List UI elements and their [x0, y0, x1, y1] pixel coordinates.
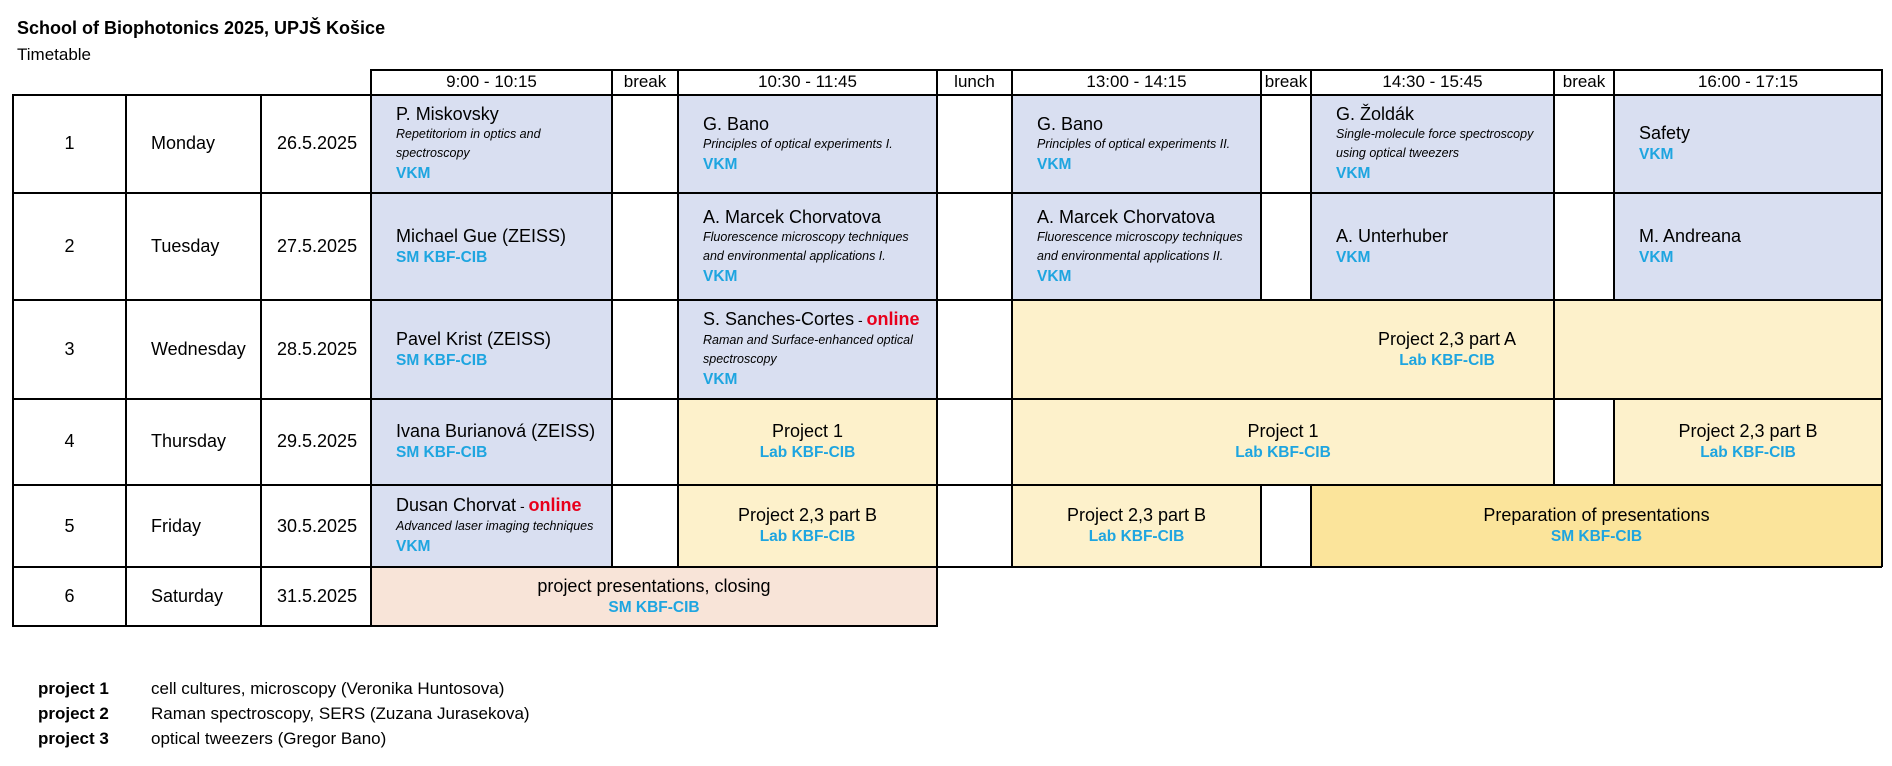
separator: -	[854, 312, 867, 328]
session-cell	[372, 486, 611, 566]
session-speaker: A. Marcek Chorvatova	[703, 206, 882, 227]
session-room: Lab KBF-CIB	[759, 444, 856, 461]
day-number: 4	[64, 431, 75, 451]
session-title: Project 2,3 part B	[737, 505, 878, 525]
session-room: VKM	[396, 165, 431, 182]
slot-header: 9:00 - 10:15	[446, 72, 537, 91]
day-number: 3	[64, 339, 75, 359]
legend-key: project 3	[38, 729, 109, 748]
grid-line	[125, 94, 127, 627]
slot-header-break: break	[1562, 72, 1606, 91]
slot-header: 16:00 - 17:15	[1697, 72, 1799, 91]
grid-line	[611, 69, 613, 567]
session-topic: using optical tweezers	[1336, 146, 1459, 160]
legend-value: optical tweezers (Gregor Bano)	[151, 729, 387, 748]
session-topic: spectroscopy	[703, 352, 777, 366]
session-topic: Fluorescence microscopy techniques	[703, 229, 909, 244]
grid-line	[12, 625, 937, 627]
session-title: project presentations, closing	[537, 575, 771, 596]
session-cell	[679, 96, 936, 192]
day-name: Wednesday	[151, 339, 246, 359]
day-name: Friday	[151, 516, 202, 536]
session-title: Preparation of presentations	[1483, 505, 1710, 525]
day-number: 6	[64, 586, 75, 606]
day-date: 31.5.2025	[277, 586, 358, 606]
session-cell	[1312, 194, 1553, 299]
day-name: Monday	[151, 133, 216, 153]
session-room: VKM	[703, 155, 738, 173]
session-topic: and environmental applications II.	[1037, 248, 1224, 263]
session-topic: Single-molecule force spectroscopy	[1336, 127, 1534, 141]
grid-line	[12, 566, 1882, 568]
session-speaker-line	[703, 308, 936, 331]
grid-line	[12, 398, 1882, 400]
session-title: Project 2,3 part B	[1066, 505, 1207, 525]
day-date: 26.5.2025	[277, 133, 358, 153]
session-cell	[679, 301, 936, 398]
session-cell	[372, 96, 611, 192]
day-date: 29.5.2025	[277, 431, 358, 451]
grid-line	[936, 69, 938, 627]
session-room: SM KBF-CIB	[396, 444, 488, 461]
session-room: VKM	[1336, 248, 1371, 266]
session-speaker-line	[396, 494, 611, 517]
legend-key: project 2	[38, 704, 109, 723]
grid-line	[260, 94, 262, 627]
session-room: VKM	[1037, 267, 1072, 285]
session-room: Lab KBF-CIB	[1235, 444, 1331, 461]
session-cell	[1615, 194, 1881, 299]
session-cell	[679, 194, 936, 299]
legend-value: Raman spectroscopy, SERS (Zuzana Jurasekova)	[151, 704, 530, 723]
session-speaker: Michael Gue (ZEISS)	[396, 225, 567, 246]
session-topic: Principles of optical experiments II.	[1037, 136, 1231, 151]
session-speaker: G. Žoldák	[1336, 104, 1415, 124]
day-date: 30.5.2025	[277, 516, 358, 536]
session-room: VKM	[1639, 248, 1674, 266]
slot-header-lunch: lunch	[954, 72, 995, 91]
session-room: VKM	[1639, 146, 1674, 163]
session-title: Project 2,3 part B	[1678, 421, 1818, 441]
session-title: Project 1	[771, 421, 844, 441]
day-number: 5	[64, 516, 75, 536]
slot-header-break: break	[1264, 72, 1308, 91]
session-cell	[372, 301, 611, 398]
day-number: 1	[64, 133, 75, 153]
session-speaker: M. Andreana	[1639, 225, 1742, 246]
day-name: Saturday	[151, 586, 224, 606]
separator: -	[516, 498, 529, 514]
session-speaker: Dusan Chorvat	[396, 495, 517, 515]
session-cell	[372, 400, 611, 484]
session-topic: Fluorescence microscopy techniques	[1037, 229, 1243, 244]
session-room: SM KBF-CIB	[608, 598, 700, 616]
session-room: VKM	[703, 371, 738, 388]
slot-header: 10:30 - 11:45	[758, 72, 857, 91]
day-date: 28.5.2025	[277, 339, 358, 359]
session-cell	[1013, 301, 1881, 398]
session-speaker: S. Sanches-Cortes	[703, 309, 855, 329]
online-badge: online	[866, 309, 920, 329]
session-speaker: Pavel Krist (ZEISS)	[396, 328, 552, 349]
session-room: Lab KBF-CIB	[1399, 351, 1495, 369]
session-speaker: Safety	[1639, 123, 1691, 143]
session-room: VKM	[1037, 155, 1072, 173]
session-cell	[1312, 96, 1553, 192]
legend-key: project 1	[38, 679, 109, 698]
session-speaker: Ivana Burianová (ZEISS)	[396, 421, 596, 441]
grid-line	[12, 192, 1882, 194]
online-badge: online	[528, 495, 582, 515]
session-topic: Advanced laser imaging techniques	[396, 519, 594, 533]
grid-line	[1881, 69, 1883, 567]
session-title: Project 2,3 part A	[1377, 328, 1517, 349]
session-speaker: P. Miskovsky	[396, 104, 499, 124]
session-speaker: G. Bano	[1037, 113, 1104, 134]
grid-line	[1553, 398, 1555, 485]
session-room: SM KBF-CIB	[396, 351, 488, 369]
session-room: VKM	[703, 267, 738, 285]
session-speaker: A. Marcek Chorvatova	[1037, 206, 1216, 227]
session-speaker: G. Bano	[703, 113, 770, 134]
session-topic: Repetitoriom in optics and	[396, 127, 541, 141]
session-topic: and environmental applications I.	[703, 248, 886, 263]
session-cell	[1312, 486, 1881, 566]
slot-header: 14:30 - 15:45	[1382, 72, 1483, 91]
page-title: School of Biophotonics 2025, UPJŠ Košice	[17, 18, 386, 38]
session-room: SM KBF-CIB	[1550, 528, 1643, 545]
session-topic: Raman and Surface-enhanced optical	[703, 333, 913, 347]
slot-header: 13:00 - 14:15	[1086, 72, 1187, 91]
grid-line	[1260, 484, 1262, 567]
session-speaker: A. Unterhuber	[1336, 225, 1449, 246]
session-cell	[1615, 400, 1881, 484]
session-cell	[1013, 486, 1260, 566]
session-room: Lab KBF-CIB	[1088, 528, 1185, 545]
session-room: VKM	[396, 538, 431, 555]
legend-value: cell cultures, microscopy (Veronika Huntosova)	[151, 679, 505, 698]
session-cell	[679, 400, 936, 484]
grid-line	[12, 94, 14, 627]
session-cell	[679, 486, 936, 566]
session-cell	[1013, 96, 1260, 192]
day-number: 2	[64, 236, 75, 256]
session-room: VKM	[1336, 165, 1371, 182]
slot-header-break: break	[623, 72, 667, 91]
grid-line	[12, 94, 1882, 96]
day-name: Tuesday	[151, 236, 220, 256]
grid-line	[371, 69, 1882, 71]
session-cell	[1013, 194, 1260, 299]
session-cell	[1615, 96, 1881, 192]
session-room: Lab KBF-CIB	[759, 528, 856, 545]
page-subtitle: Timetable	[17, 45, 92, 64]
session-room: SM KBF-CIB	[396, 248, 488, 266]
session-room: Lab KBF-CIB	[1700, 444, 1796, 461]
day-name: Thursday	[151, 431, 227, 451]
session-title: Project 1	[1247, 421, 1319, 441]
session-topic: Principles of optical experiments I.	[703, 136, 893, 151]
session-cell	[372, 194, 611, 299]
session-cell	[372, 568, 936, 625]
session-cell	[1013, 400, 1553, 484]
session-topic: spectroscopy	[396, 146, 470, 160]
day-date: 27.5.2025	[277, 236, 358, 256]
grid-line	[1260, 69, 1262, 299]
